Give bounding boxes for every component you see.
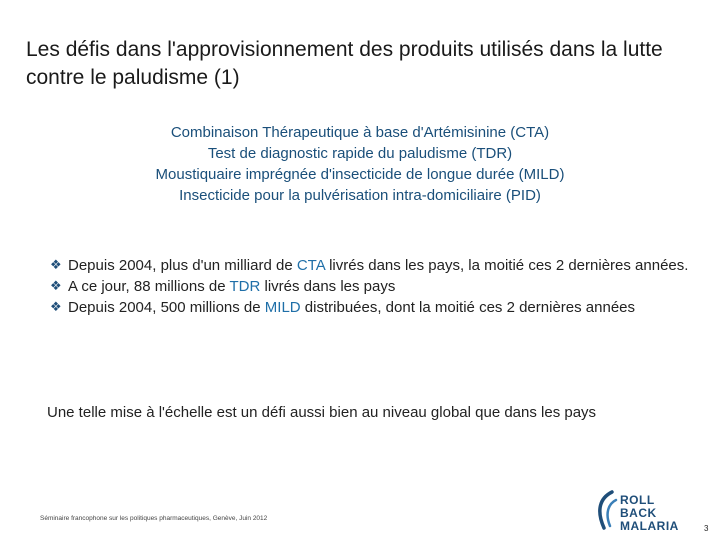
bullet-item [50,297,700,318]
bullet-text-start: Depuis 2004, plus d'un milliard de [68,257,297,274]
bullet-item [50,255,700,276]
acronym-tdr: Test de diagnostic rapide du paludisme (TDR) [207,145,513,162]
acronym-pid: Insecticide pour la pulvérisation intra-domiciliaire (PID) [179,187,541,204]
conclusion-text: Une telle mise à l'échelle est un défi aussi bien au niveau global que dans les pays [47,404,597,421]
bullet-keyword: TDR [229,278,261,295]
bullet-text-end: distribuées, dont la moitié ces 2 dernières années [300,299,635,316]
acronym-list [40,122,680,206]
roll-back-malaria-logo [592,488,688,532]
logo-line1: ROLL BACK [620,493,657,520]
acronym-cta: Combinaison Thérapeutique à base d'Artémisinine (CTA) [170,124,550,141]
bullet-text-end: livrés dans les pays, la moitié ces 2 dernières années. [324,257,689,274]
bullet-text-start: Depuis 2004, 500 millions de [68,299,265,316]
slide-title: Les défis dans l'approvisionnement des produits utilisés dans la lutte contre le paludisme (1) [26,38,663,89]
diamond-bullet-icon: ❖ [50,279,62,294]
acronym-mild: Moustiquaire imprégnée d'insecticide de longue durée (MILD) [155,166,565,183]
logo-text [620,494,688,533]
footer-text: Séminaire francophone sur les politiques pharmaceutiques, Genève, Juin 2012 [40,515,268,522]
bullet-list [50,255,700,318]
bullet-keyword: CTA [296,257,325,274]
bullet-keyword: MILD [264,299,301,316]
page-number: 3 [704,524,709,533]
bullet-item [50,276,700,297]
bullet-text-start: A ce jour, 88 millions de [68,278,230,295]
logo-line2: MALARIA [620,519,679,533]
diamond-bullet-icon: ❖ [50,258,62,273]
diamond-bullet-icon: ❖ [50,300,62,315]
bullet-text-end: livrés dans les pays [260,278,396,295]
logo-swoosh-icon [592,490,618,530]
